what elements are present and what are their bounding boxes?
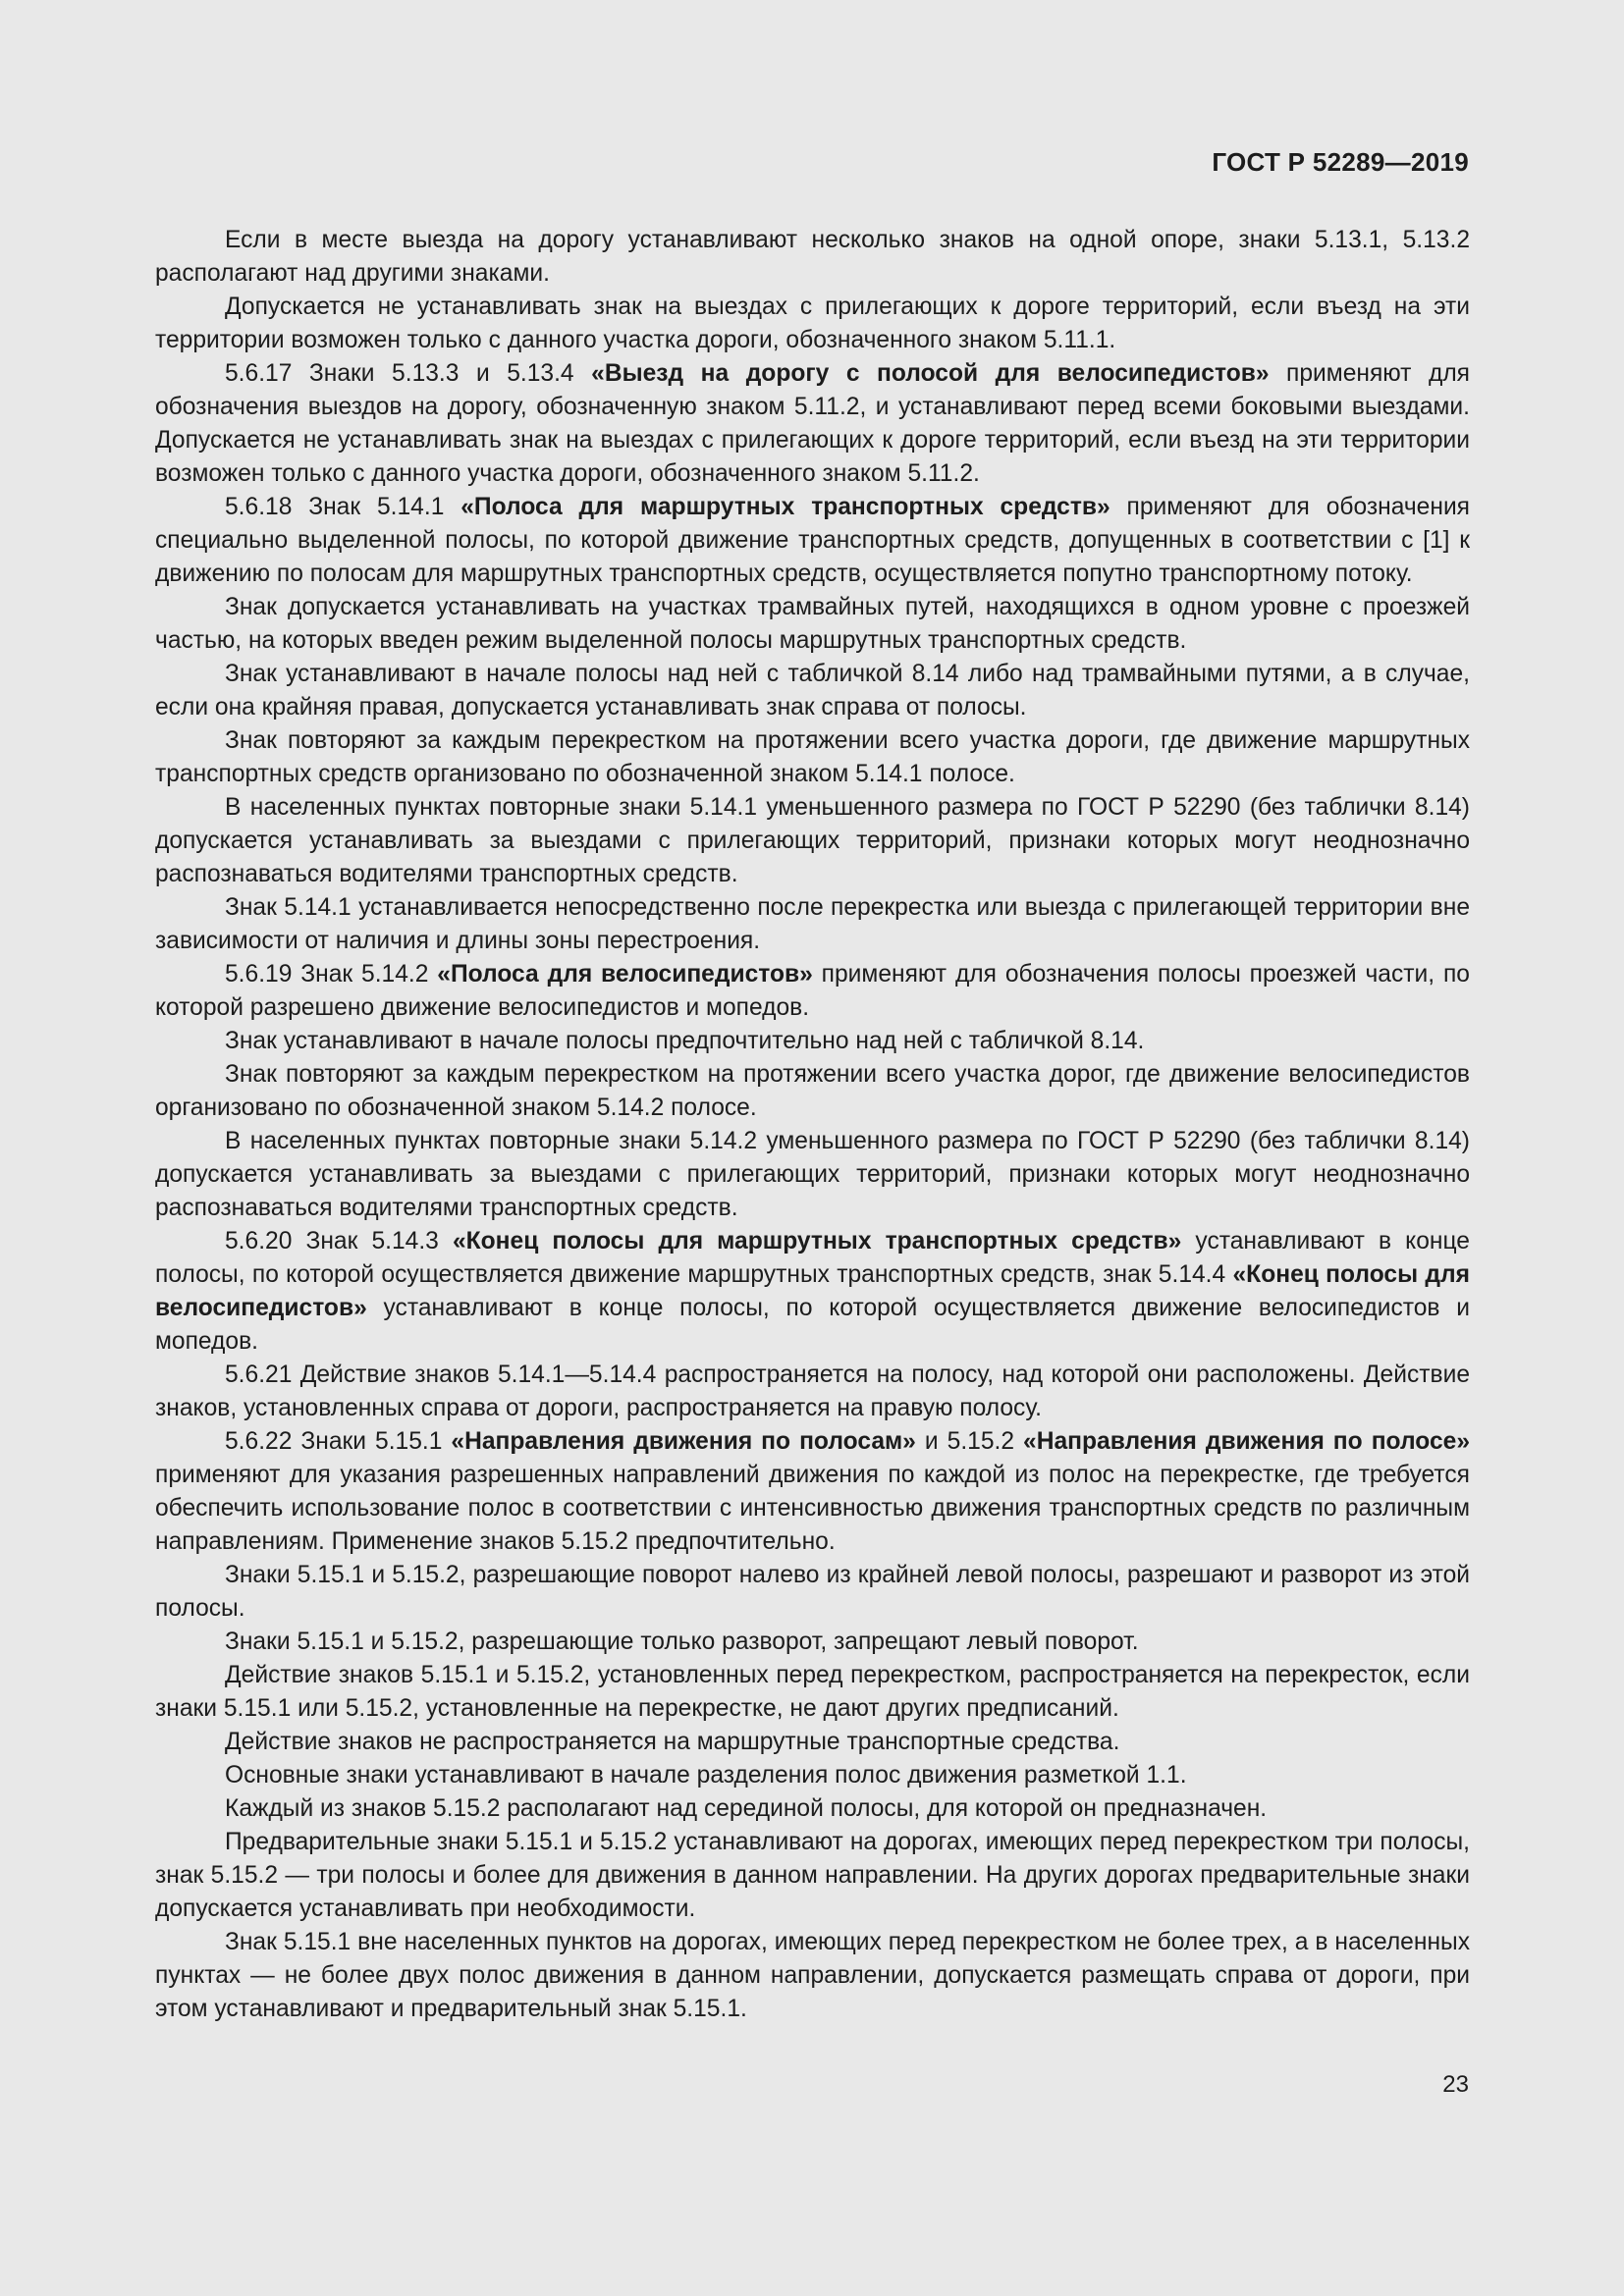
paragraph: [155, 724, 1470, 791]
emphasized-sign-name: «Полоса для велосипедистов»: [437, 961, 813, 988]
paragraph: [155, 1659, 1470, 1726]
paragraph-text: Основные знаки устанавливают в начале разделения полос движения разметкой 1.1.: [225, 1762, 1187, 1789]
emphasized-sign-name: «Выезд на дорогу с полосой для велосипедистов»: [591, 360, 1270, 387]
paragraph-text: 5.6.20 Знак 5.14.3: [225, 1228, 453, 1255]
paragraph: [155, 491, 1470, 591]
paragraph: [155, 357, 1470, 491]
paragraph: [155, 1125, 1470, 1225]
paragraph-text: 5.6.21 Действие знаков 5.14.1—5.14.4 распространяется на полосу, над которой они расположены. Действие знаков, установленных справа от дороги, распространяется на правую полосу.: [155, 1362, 1470, 1421]
paragraph: [155, 1726, 1470, 1759]
paragraph-text: В населенных пунктах повторные знаки 5.14.1 уменьшенного размера по ГОСТ Р 52290 (без таблички 8.14) допускается устанавливать за выездами с прилегающих территорий, признаки которых могут неоднозначно распознаваться водителями транспортных средств.: [155, 794, 1470, 887]
paragraph: [155, 958, 1470, 1025]
paragraph-text: Знак 5.14.1 устанавливается непосредственно после перекрестка или выезда с прилегающей территории вне зависимости от наличия и длины зоны перестроения.: [155, 894, 1470, 954]
paragraph-text: Предварительные знаки 5.15.1 и 5.15.2 устанавливают на дорогах, имеющих перед перекрестком три полосы, знак 5.15.2 — три полосы и более для движения в данном направлении. На других дорогах предварительные знаки допускается устанавливать при необходимости.: [155, 1829, 1470, 1922]
paragraph: [155, 224, 1470, 291]
paragraph-text: 5.6.22 Знаки 5.15.1: [225, 1428, 452, 1455]
paragraph-text: Знак повторяют за каждым перекрестком на протяжении всего участка дорог, где движение велосипедистов организовано по обозначенной знаком 5.14.2 полосе.: [155, 1061, 1470, 1121]
paragraph: [155, 591, 1470, 658]
paragraph-text: Каждый из знаков 5.15.2 располагают над серединой полосы, для которой он предназначен.: [225, 1795, 1268, 1822]
paragraph-text: Если в месте выезда на дорогу устанавливают несколько знаков на одной опоре, знаки 5.13.1, 5.13.2 располагают над другими знаками.: [155, 227, 1470, 287]
paragraph: [155, 1559, 1470, 1626]
page-number: 23: [1442, 2071, 1469, 2098]
paragraph: [155, 1759, 1470, 1792]
paragraph: [155, 1058, 1470, 1125]
paragraph-text: Знак 5.15.1 вне населенных пунктов на дорогах, имеющих перед перекрестком не более трех, а в населенных пунктах — не более двух полос движения в данном направлении, допускается размещать справа от дороги, при этом устанавливают и предварительный знак 5.15.1.: [155, 1929, 1470, 2022]
emphasized-sign-name: «Направления движения по полосе»: [1023, 1428, 1470, 1455]
paragraph-text: применяют для указания разрешенных направлений движения по каждой из полос на перекрестке, где требуется обеспечить использование полос в соответствии с интенсивностью движения транспортных средств по различным направлениям. Применение знаков 5.15.2 предпочтительно.: [155, 1462, 1470, 1555]
paragraph: [155, 291, 1470, 357]
paragraph-text: 5.6.17 Знаки 5.13.3 и 5.13.4: [225, 360, 592, 387]
emphasized-sign-name: «Направления движения по полосам»: [451, 1428, 916, 1455]
paragraph-text: 5.6.19 Знак 5.14.2: [225, 961, 438, 988]
paragraph: [155, 1926, 1470, 2026]
paragraph-text: Знаки 5.15.1 и 5.15.2, разрешающие поворот налево из крайней левой полосы, разрешают и разворот из этой полосы.: [155, 1562, 1470, 1622]
standard-code-header: ГОСТ Р 52289—2019: [1212, 147, 1469, 177]
paragraph-text: 5.6.18 Знак 5.14.1: [225, 494, 461, 520]
paragraph: [155, 791, 1470, 891]
paragraph: [155, 1826, 1470, 1926]
paragraph-text: и 5.15.2: [915, 1428, 1024, 1455]
document-body: [155, 224, 1470, 2026]
paragraph-text: Знак устанавливают в начале полосы предпочтительно над ней с табличкой 8.14.: [225, 1028, 1145, 1054]
paragraph-text: Знак повторяют за каждым перекрестком на протяжении всего участка дороги, где движение маршрутных транспортных средств организовано по обозначенной знаком 5.14.1 полосе.: [155, 727, 1470, 787]
paragraph-text: Действие знаков не распространяется на маршрутные транспортные средства.: [225, 1729, 1120, 1755]
paragraph-text: Знак допускается устанавливать на участках трамвайных путей, находящихся в одном уровне с проезжей частью, на которых введен режим выделенной полосы маршрутных транспортных средств.: [155, 594, 1470, 654]
paragraph: [155, 1359, 1470, 1425]
paragraph-text: Действие знаков 5.15.1 и 5.15.2, установленных перед перекрестком, распространяется на перекресток, если знаки 5.15.1 или 5.15.2, установленные на перекрестке, не дают других предписаний.: [155, 1662, 1470, 1722]
paragraph-text: В населенных пунктах повторные знаки 5.14.2 уменьшенного размера по ГОСТ Р 52290 (без таблички 8.14) допускается устанавливать за выездами с прилегающих территорий, признаки которых могут неоднозначно распознаваться водителями транспортных средств.: [155, 1128, 1470, 1221]
paragraph-text: устанавливают в конце полосы, по которой осуществляется движение велосипедистов и мопедов.: [155, 1295, 1470, 1355]
paragraph-text: устанавливают в конце полосы, по которой осуществляется движение маршрутных транспортных средств, знак 5.14.4: [155, 1228, 1470, 1288]
paragraph: [155, 1792, 1470, 1826]
emphasized-sign-name: «Конец полосы для велосипедистов»: [155, 1261, 1471, 1321]
paragraph: [155, 1025, 1470, 1058]
paragraph: [155, 1225, 1470, 1359]
paragraph: [155, 658, 1470, 724]
emphasized-sign-name: «Полоса для маршрутных транспортных средств»: [460, 494, 1110, 520]
emphasized-sign-name: «Конец полосы для маршрутных транспортных средств»: [452, 1228, 1182, 1255]
paragraph-text: Допускается не устанавливать знак на выездах с прилегающих к дороге территорий, если въезд на эти территории возможен только с данного участка дороги, обозначенного знаком 5.11.1.: [155, 294, 1470, 353]
paragraph: [155, 891, 1470, 958]
paragraph-text: применяют для обозначения специально выделенной полосы, по которой движение транспортных средств, допущенных в соответствии с [1] к движению по полосам для маршрутных транспортных средств, осуществляется попутно транспортному потоку.: [155, 494, 1470, 587]
paragraph-text: применяют для обозначения полосы проезжей части, по которой разрешено движение велосипедистов и мопедов.: [155, 961, 1470, 1021]
paragraph-text: Знаки 5.15.1 и 5.15.2, разрешающие только разворот, запрещают левый поворот.: [225, 1629, 1139, 1655]
paragraph: [155, 1626, 1470, 1659]
paragraph-text: применяют для обозначения выездов на дорогу, обозначенную знаком 5.11.2, и устанавливают перед всеми боковыми выездами. Допускается не устанавливать знак на выездах с прилегающих к дороге территорий, если въезд на эти территории возможен только с данного участка дороги, обозначенного знаком 5.11.2.: [155, 360, 1470, 487]
paragraph-text: Знак устанавливают в начале полосы над ней с табличкой 8.14 либо над трамвайными путями, а в случае, если она крайняя правая, допускается устанавливать знак справа от полосы.: [155, 661, 1470, 721]
paragraph: [155, 1425, 1470, 1559]
